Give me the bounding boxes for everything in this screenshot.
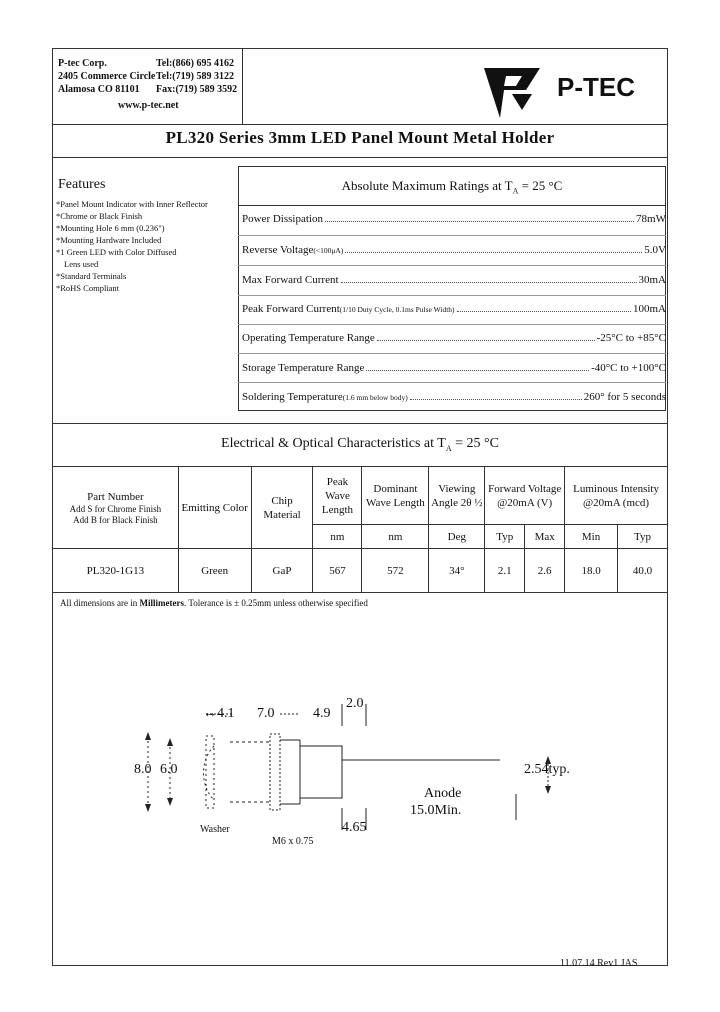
feature-item: Lens used (64, 259, 99, 269)
table-cell: 572 (362, 549, 429, 593)
part-number-cell: PL320-1G13 (53, 549, 179, 593)
company-name: P-tec Corp. (58, 58, 107, 69)
rating-separator (238, 324, 666, 325)
dimension-4-9: 4.9 (313, 706, 331, 721)
dimension-2-0: 2.0 (346, 696, 364, 711)
feature-item: *Panel Mount Indicator with Inner Reflector (56, 199, 208, 209)
peak-wave-header: Peak Wave Length (313, 467, 362, 525)
phone-2: Tel:(719) 589 3122 (156, 71, 234, 82)
table-cell: 567 (313, 549, 362, 593)
unit-cell: Min (565, 525, 618, 549)
feature-item: *Mounting Hole 6 mm (0.236") (56, 223, 165, 233)
emitting-color-header: Emitting Color (178, 467, 251, 549)
characteristics-table (52, 466, 668, 593)
page-title: PL320 Series 3mm LED Panel Mount Metal Holder (165, 128, 555, 147)
p-tec-logo-icon (482, 58, 546, 122)
dominant-wave-header: Dominant Wave Length (362, 467, 429, 525)
rating-separator (238, 265, 666, 266)
table-cell: Green (178, 549, 251, 593)
unit-cell: Max (525, 525, 565, 549)
feature-item: *Mounting Hardware Included (56, 235, 162, 245)
dimension-8-0: 8.0 (134, 762, 152, 777)
features-heading: Features (58, 177, 106, 192)
feature-item: *RoHS Compliant (56, 283, 120, 293)
ratings-heading: Absolute Maximum Ratings at $T_A = 25$ °C (341, 178, 563, 196)
dimension-7-0: 7.0 (257, 706, 275, 721)
electrical-top-rule (52, 423, 668, 424)
unit-cell: Deg (429, 525, 485, 549)
table-cell: 34° (429, 549, 485, 593)
dimension-6-0: 6.0 (160, 762, 178, 777)
table-cell: GaP (251, 549, 313, 593)
rating-row-peak-forward-current: Peak Forward Current (1/10 Duty Cycle, 0.1ms Pulse Width) 100mA (242, 303, 666, 315)
unit-cell: Typ (618, 525, 668, 549)
feature-item: *Chrome or Black Finish (56, 211, 143, 221)
table-cell: 2.6 (525, 549, 565, 593)
chip-material-header: Chip Material (251, 467, 313, 549)
luminous-intensity-header: Luminous Intensity @20mA (mcd) (565, 467, 668, 525)
rating-row-soldering-temp: Soldering Temperature (1.6 mm below body) 260° for 5 seconds (242, 391, 666, 403)
header-divider (242, 48, 243, 124)
dimension-4-1: ↔4.1 (203, 706, 235, 721)
features-list (56, 198, 208, 294)
table-cell: 18.0 (565, 549, 618, 593)
part-number-header: Part Number Add S for Chrome Finish Add B for Black Finish (53, 467, 179, 549)
logo-text: P-TEC (557, 72, 635, 102)
feature-item: *Standard Terminals (56, 271, 127, 281)
rating-row-max-forward-current: Max Forward Current 30mA (242, 274, 666, 286)
table-cell: 40.0 (618, 549, 668, 593)
title-bottom-rule (52, 157, 668, 158)
street-address: 2405 Commerce Circle (58, 71, 156, 82)
rating-separator (238, 353, 666, 354)
contact-phones (156, 57, 237, 96)
rating-separator (238, 295, 666, 296)
rating-separator (238, 235, 666, 236)
table-header-row (53, 467, 668, 525)
electrical-heading: Electrical & Optical Characteristics at $T_A = 25$ °C (221, 436, 499, 453)
table-row (53, 549, 668, 593)
forward-voltage-header: Forward Voltage @20mA (V) (485, 467, 565, 525)
feature-item: *1 Green LED with Color Diffused (56, 247, 177, 257)
absolute-max-ratings (238, 166, 668, 411)
unit-cell: Typ (485, 525, 525, 549)
rating-row-storage-temp: Storage Temperature Range -40°C to +100°C (242, 362, 666, 374)
header-bottom-rule (52, 124, 668, 125)
phone-1: Tel:(866) 695 4162 (156, 58, 234, 69)
rating-separator (238, 382, 666, 383)
lead-length-label: 15.0Min. (410, 803, 462, 818)
rating-row-reverse-voltage: Reverse Voltage (<100μA) 5.0V (242, 244, 666, 256)
dimension-4-65: 4.65 (342, 820, 367, 835)
dimension-pitch: 2.54typ. (524, 762, 570, 777)
contact-address (58, 57, 155, 96)
unit-cell: nm (313, 525, 362, 549)
revision-footer: 11.07.14 Rev1 JAS (560, 958, 638, 969)
website[interactable]: www.p-tec.net (118, 100, 179, 111)
fax: Fax:(719) 589 3592 (156, 84, 238, 95)
washer-label: Washer (200, 824, 230, 835)
rating-row-power: Power Dissipation 78mW (242, 213, 666, 225)
table-cell: 2.1 (485, 549, 525, 593)
viewing-angle-header: Viewing Angle 2θ ½ (429, 467, 485, 525)
rating-row-operating-temp: Operating Temperature Range -25°C to +85°C (242, 332, 666, 344)
anode-label: Anode (424, 786, 462, 801)
thread-label: M6 x 0.75 (272, 836, 314, 847)
city-address: Alamosa CO 81101 (58, 84, 140, 95)
dimension-note: All dimensions are in Millimeters. Tolerance is ± 0.25mm unless otherwise specified (60, 598, 368, 608)
unit-cell: nm (362, 525, 429, 549)
ratings-heading-box (238, 166, 666, 206)
